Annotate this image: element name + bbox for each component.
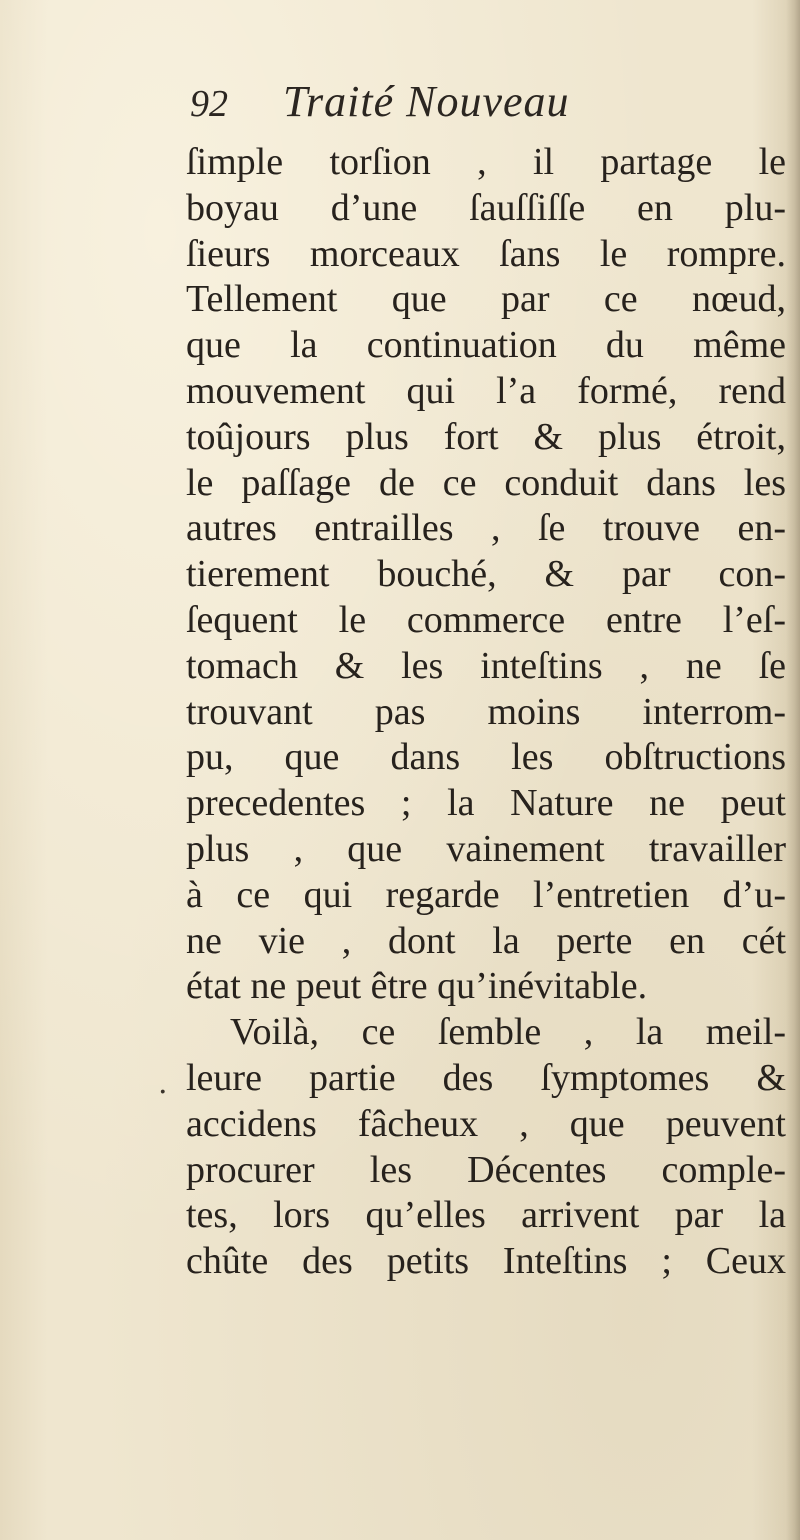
text-line: ne vie , dont la perte en cét — [186, 919, 786, 962]
text-line: autres entrailles , ſe trouve en- — [186, 507, 786, 550]
text-line: leure partie des ſymptomes & — [186, 1056, 786, 1099]
text-line: toûjours plus fort & plus étroit, — [186, 415, 786, 458]
margin-dot: . — [158, 1066, 168, 1101]
body-text — [186, 140, 786, 1285]
text-line: tes, lors qu’elles arrivent par la — [186, 1194, 786, 1237]
page-number: 92 — [190, 83, 228, 125]
text-line: precedentes ; la Nature ne peut — [186, 782, 786, 825]
text-line: tierement bouché, & par con- — [186, 553, 786, 596]
running-title: Traité Nouveau — [283, 77, 570, 126]
paragraph-start-line: Voilà, ce ſemble , la meil- — [230, 1011, 786, 1054]
page-header — [190, 72, 750, 132]
text-line: trouvant pas moins interrom- — [186, 690, 786, 733]
text-line: chûte des petits Inteſtins ; Ceux — [186, 1240, 786, 1283]
text-line: ſimple torſion , il partage le — [186, 141, 786, 183]
text-line: le paſſage de ce conduit dans les — [186, 461, 786, 504]
text-line: ſieurs morceaux ſans le rompre. — [186, 232, 786, 275]
text-line: Tellement que par ce nœud, — [186, 278, 786, 321]
text-line: boyau d’une ſauſſiſſe en plu- — [186, 186, 786, 229]
text-line: plus , que vainement travailler — [186, 827, 786, 870]
page-edge-shadow — [786, 0, 800, 1540]
text-line: pu, que dans les obſtructions — [186, 736, 786, 779]
text-line: état ne peut être qu’inévitable. — [186, 965, 648, 1008]
text-line: à ce qui regarde l’entretien d’u- — [186, 873, 786, 916]
text-line: accidens fâcheux , que peuvent — [186, 1102, 786, 1145]
text-line: ſequent le commerce entre l’eſ- — [186, 598, 786, 641]
text-line: tomach & les inteſtins , ne ſe — [186, 644, 786, 687]
text-line: que la continuation du même — [186, 324, 786, 367]
text-line: mouvement qui l’a formé, rend — [186, 369, 786, 412]
text-line: procurer les Décentes comple- — [186, 1148, 786, 1191]
